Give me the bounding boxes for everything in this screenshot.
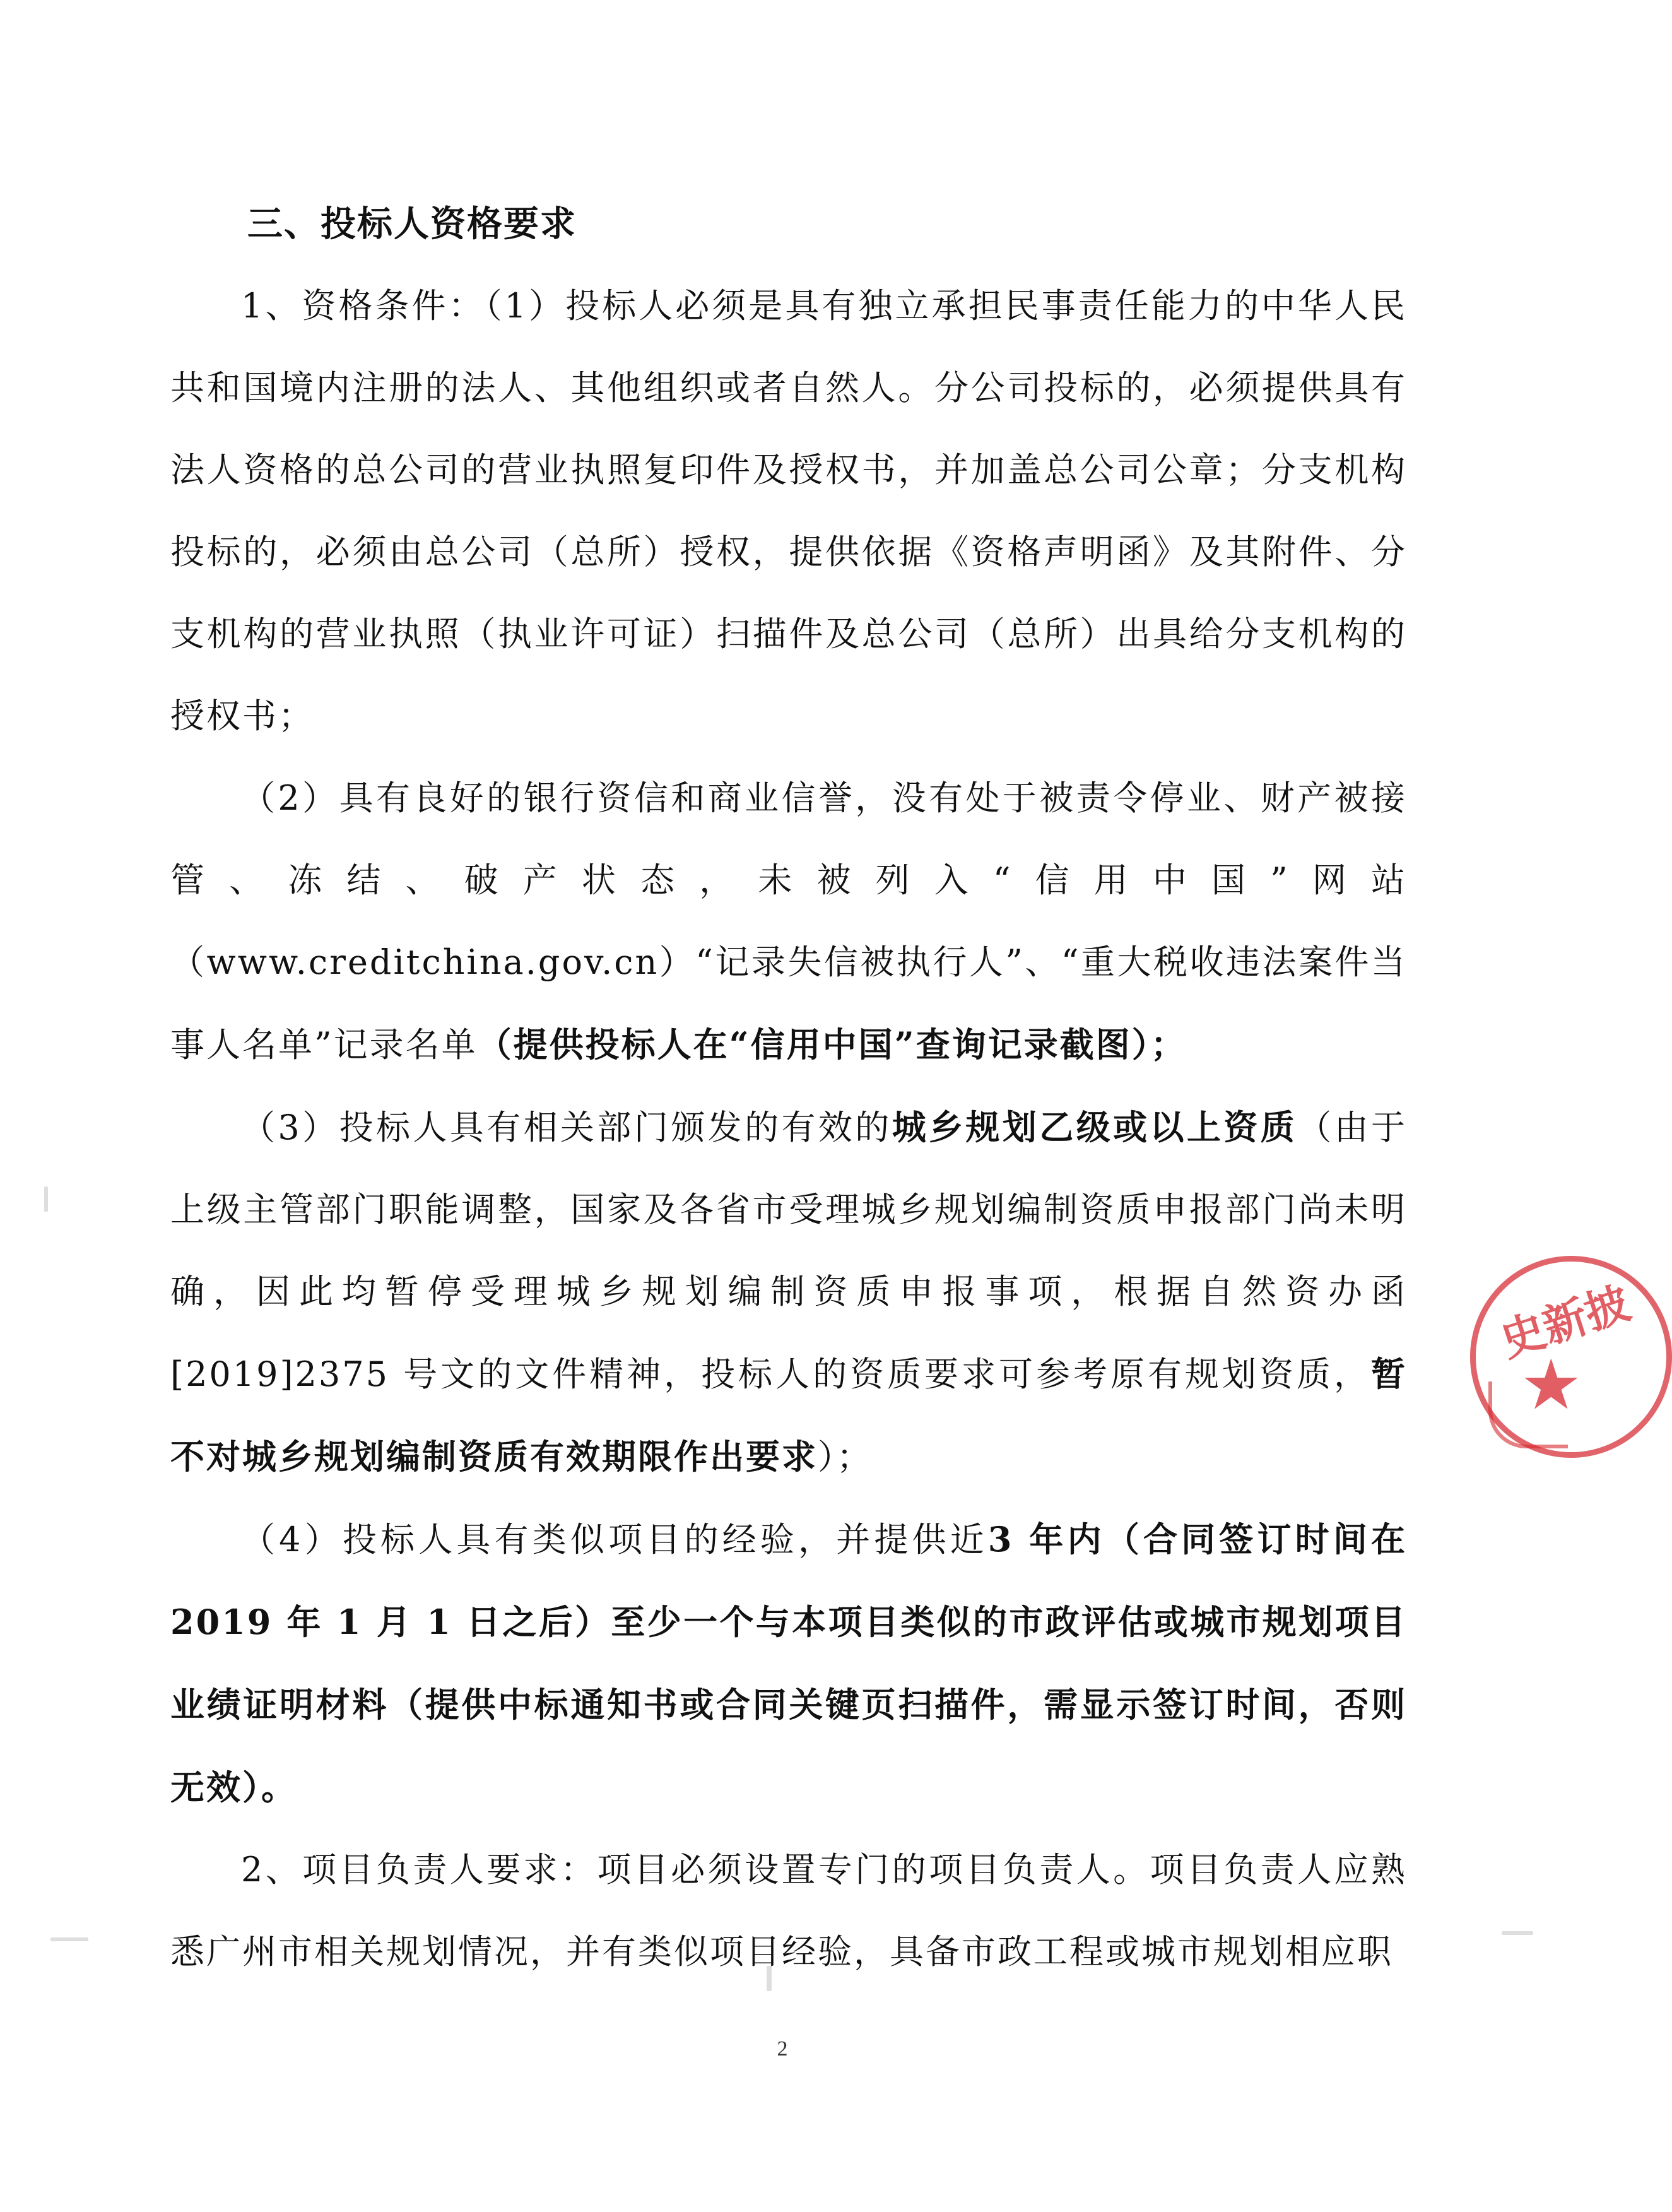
qualification-level-bold: 城乡规划乙级或以上资质: [892, 1107, 1298, 1147]
qualification-close: ）；: [818, 1437, 873, 1477]
seal-inner-arc: [1488, 1381, 1568, 1448]
experience-intro: （4）投标人具有类似项目的经验，并提供近: [241, 1520, 988, 1559]
paragraph-experience: [170, 1498, 1407, 1829]
scan-mark: [767, 1966, 772, 1991]
seal-text: 史新披: [1493, 1276, 1637, 1368]
qualification-explanation: （由于上级主管部门职能调整，国家及各省市受理城乡规划编制资质申报部门尚未明确，因此均暂停受理城乡规划编制资质申报事项，根据自然资办函[2019]2375 号文的文件精神，投标人的资质要求可参考原有规划资质，: [170, 1108, 1408, 1394]
qualification-validity-bold: 暂不对城乡规划编制资质有效期限作出要求: [170, 1354, 1407, 1477]
page-number: 2: [777, 2037, 788, 2061]
document-body: [170, 183, 1407, 1993]
scan-mark: [50, 1937, 88, 1941]
qualification-intro: （3）投标人具有相关部门颁发的有效的: [241, 1108, 892, 1147]
red-seal-stamp: [1470, 1256, 1672, 1458]
scan-mark: [1502, 1931, 1533, 1935]
seal-star-icon: ★: [1520, 1344, 1582, 1425]
credit-screenshot-note: （提供投标人在“信用中国”查询记录截图）；: [477, 1024, 1187, 1065]
experience-requirement-bold: 3 年内（合同签订时间在 2019 年 1 月 1 日之后）至少一个与本项目类似的市政评估或城市规划项目业绩证明材料（提供中标通知书或合同关键页扫描件，需显示签订时间，否则无效）。: [170, 1519, 1408, 1807]
paragraph-qualification-level: [170, 1086, 1407, 1498]
paragraph-credit-requirement: [170, 757, 1407, 1086]
paragraph-qualification-conditions: 1、资格条件：（1）投标人必须是具有独立承担民事责任能力的中华人民共和国境内注册的法人、其他组织或者自然人。分公司投标的，必须提供具有法人资格的总公司的营业执照复印件及授权书，并加盖总公司公章；分支机构投标的，必须由总公司（总所）授权，提供依据《资格声明函》及其附件、分支机构的营业执照（执业许可证）扫描件及总公司（总所）出具给分支机构的授权书；: [170, 286, 1407, 736]
paragraph-project-leader: 2、项目负责人要求：项目必须设置专门的项目负责人。项目负责人应熟悉广州市相关规划情况，并有类似项目经验，具备市政工程或城市规划相应职: [170, 1850, 1407, 1972]
section-heading: 三、投标人资格要求: [247, 203, 577, 245]
scan-mark: [44, 1186, 48, 1212]
credit-text: （2）具有良好的银行资信和商业信誉，没有处于被责令停业、财产被接管、冻结、破产状态，未被列入“信用中国”网站（www.creditchina.gov.cn）“记录失信被执行人”、“重大税收违法案件当事人名单”记录名单: [170, 778, 1407, 1065]
